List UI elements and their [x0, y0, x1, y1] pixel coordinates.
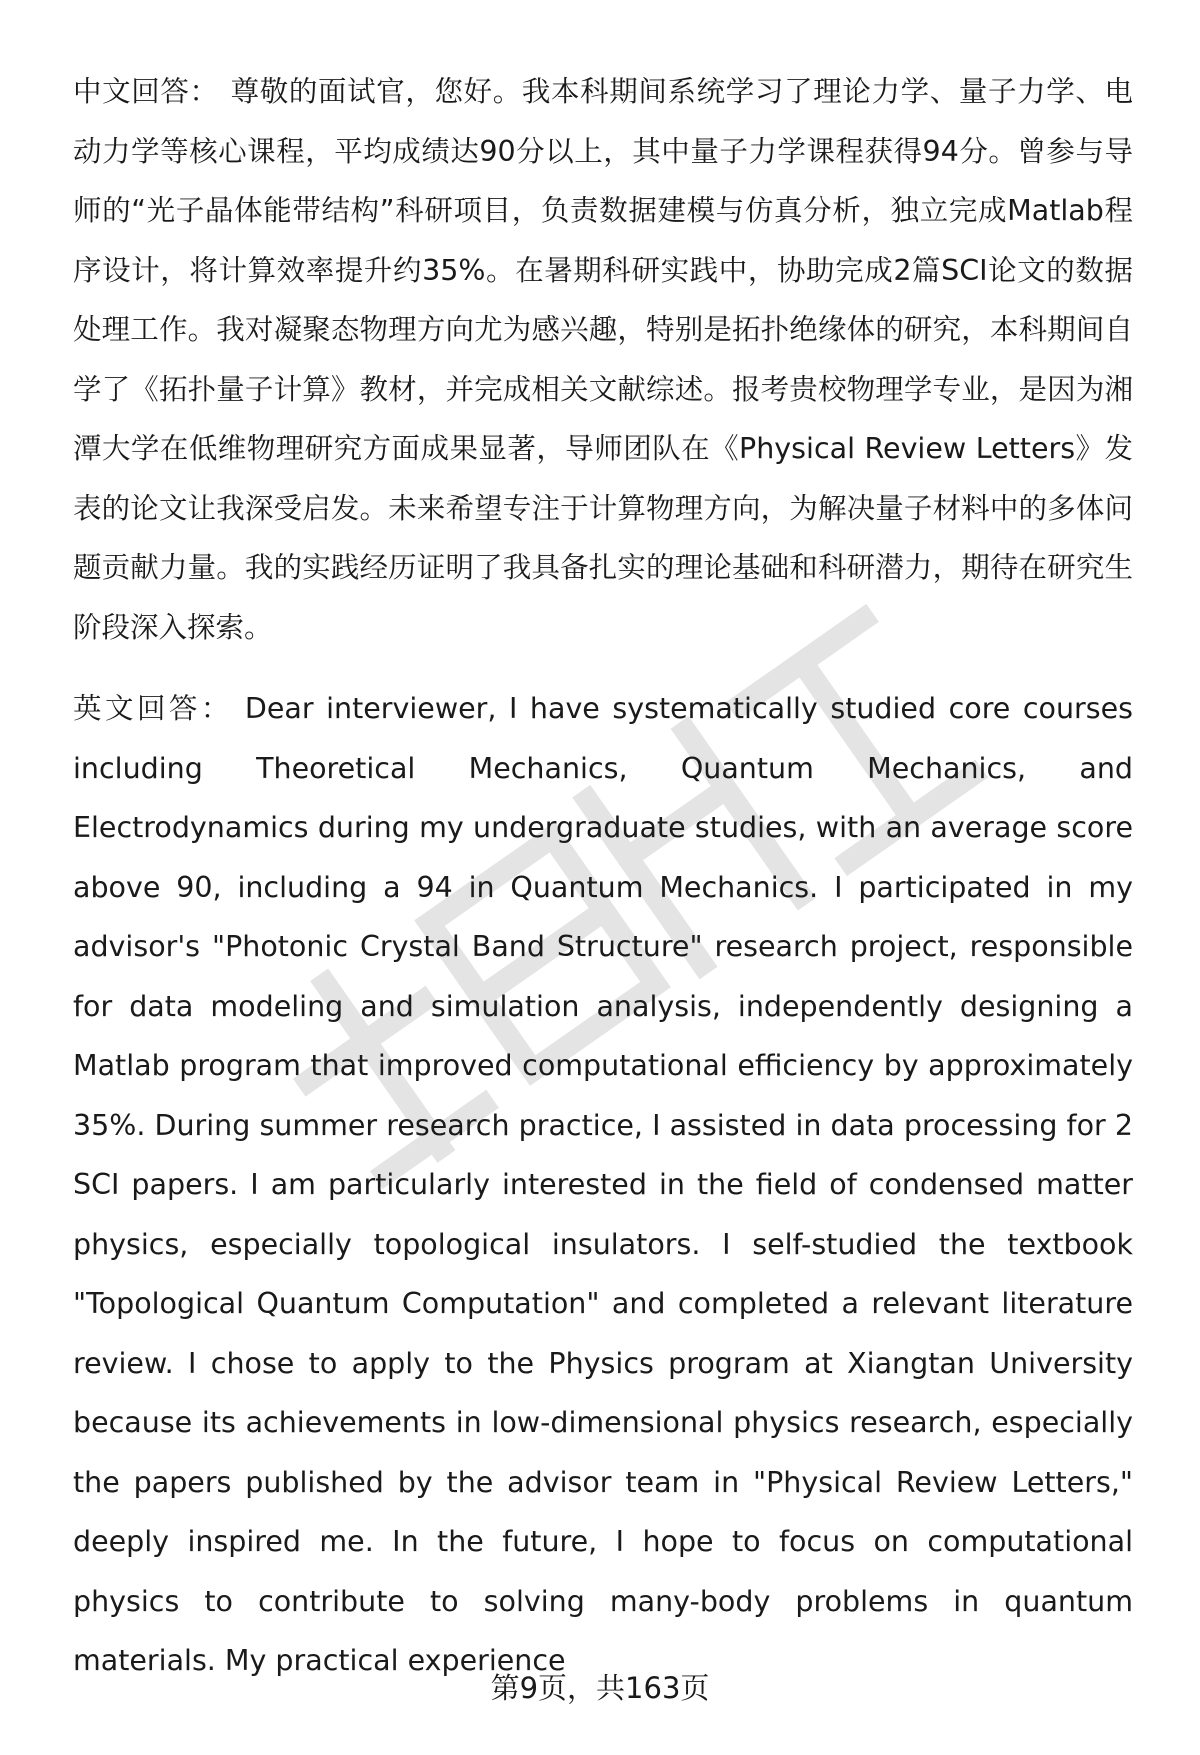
english-answer-text: Dear interviewer, I have systematically studied core courses including Theoretical Mechanics, Quantum Mechanics, and Electrodynamics during my undergraduate studies, with an average score above 90, including a 94 in Quantum Mechanics. I participated in my advisor's "Photonic Crystal Band Structure" research project, responsible for data modeling and simulation analysis, independently designing a Matlab program that improved computational efficiency by approximately 35%. During summer research practice, I assisted in data processing for 2 SCI papers. I am particularly interested in the field of condensed matter physics, especially topological insulators. I self-studied the textbook "Topological Quantum Computation" and completed a relevant literature review. I chose to apply to the Physics program at Xiangtan University because its achievements in low-dimensional physics research, especially the papers published by the advisor team in "Physical Review Letters," deeply inspired me. In the future, I hope to focus on computational physics to contribute to solving many-body problems in quantum materials. My practical experience [73, 692, 1133, 1677]
page-number-footer: 第9页，共163页 [490, 1671, 710, 1705]
chinese-answer-paragraph [73, 62, 1133, 657]
chinese-answer-label: 中文回答： [73, 75, 219, 108]
english-answer-paragraph [73, 679, 1133, 1691]
english-answer-label: 英文回答： [73, 692, 233, 725]
document-body [73, 62, 1133, 1691]
chinese-answer-text: 尊敬的面试官，您好。我本科期间系统学习了理论力学、量子力学、电动力学等核心课程，平均成绩达90分以上，其中量子力学课程获得94分。曾参与导师的“光子晶体能带结构”科研项目，负责数据建模与仿真分析，独立完成Matlab程序设计，将计算效率提升约35%。在暑期科研实践中，协助完成2篇SCI论文的数据处理工作。我对凝聚态物理方向尤为感兴趣，特别是拓扑绝缘体的研究，本科期间自学了《拓扑量子计算》教材，并完成相关文献综述。报考贵校物理学专业，是因为湘潭大学在低维物理研究方面成果显著，导师团队在《Physical Review Letters》发表的论文让我深受启发。未来希望专注于计算物理方向，为解决量子材料中的多体问题贡献力量。我的实践经历证明了我具备扎实的理论基础和科研潜力，期待在研究生阶段深入探索。 [73, 75, 1133, 644]
